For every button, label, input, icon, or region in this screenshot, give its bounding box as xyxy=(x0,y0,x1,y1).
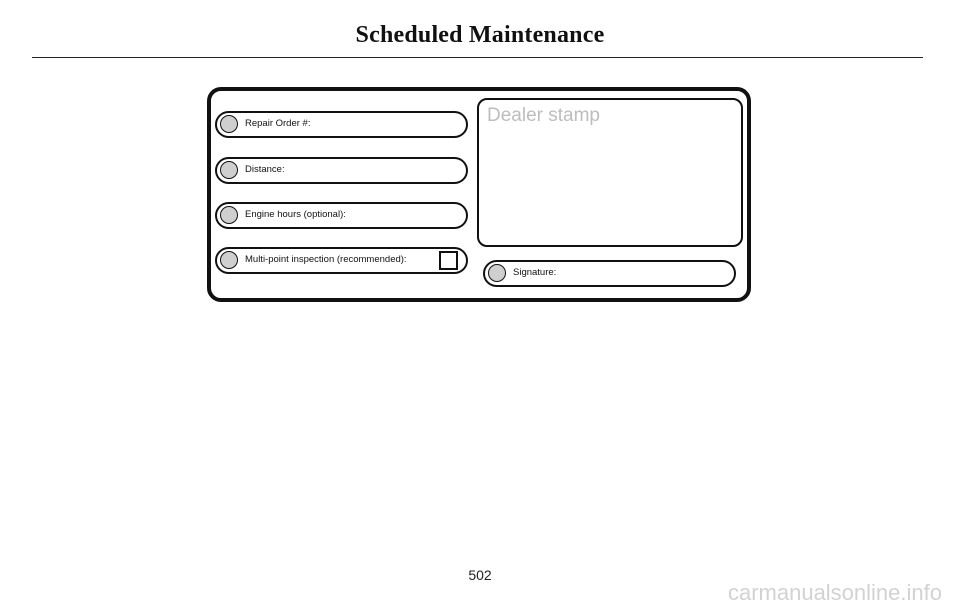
page-title: Scheduled Maintenance xyxy=(355,22,605,48)
distance-label: Distance: xyxy=(245,164,285,175)
multi-point-inspection-field xyxy=(215,247,468,274)
dealer-stamp-label: Dealer stamp xyxy=(487,105,600,126)
page-number: 502 xyxy=(468,567,492,583)
engine-hours-field[interactable] xyxy=(215,202,468,229)
engine-hours-label: Engine hours (optional): xyxy=(245,209,346,220)
repair-order-field[interactable] xyxy=(215,111,468,138)
bullet-circle-icon xyxy=(220,251,238,269)
signature-field[interactable] xyxy=(483,260,736,287)
header-divider xyxy=(32,57,923,58)
distance-field[interactable] xyxy=(215,157,468,184)
bullet-circle-icon xyxy=(220,161,238,179)
watermark-text: carmanualsonline.info xyxy=(727,580,942,605)
repair-order-label: Repair Order #: xyxy=(245,118,311,129)
inspection-checkbox[interactable] xyxy=(439,251,458,270)
bullet-circle-icon xyxy=(488,264,506,282)
bullet-circle-icon xyxy=(220,206,238,224)
dealer-stamp-box xyxy=(477,98,743,247)
maintenance-record-card xyxy=(207,87,751,302)
multi-point-inspection-label: Multi-point inspection (recommended): xyxy=(245,254,407,265)
signature-label: Signature: xyxy=(513,267,557,278)
bullet-circle-icon xyxy=(220,115,238,133)
